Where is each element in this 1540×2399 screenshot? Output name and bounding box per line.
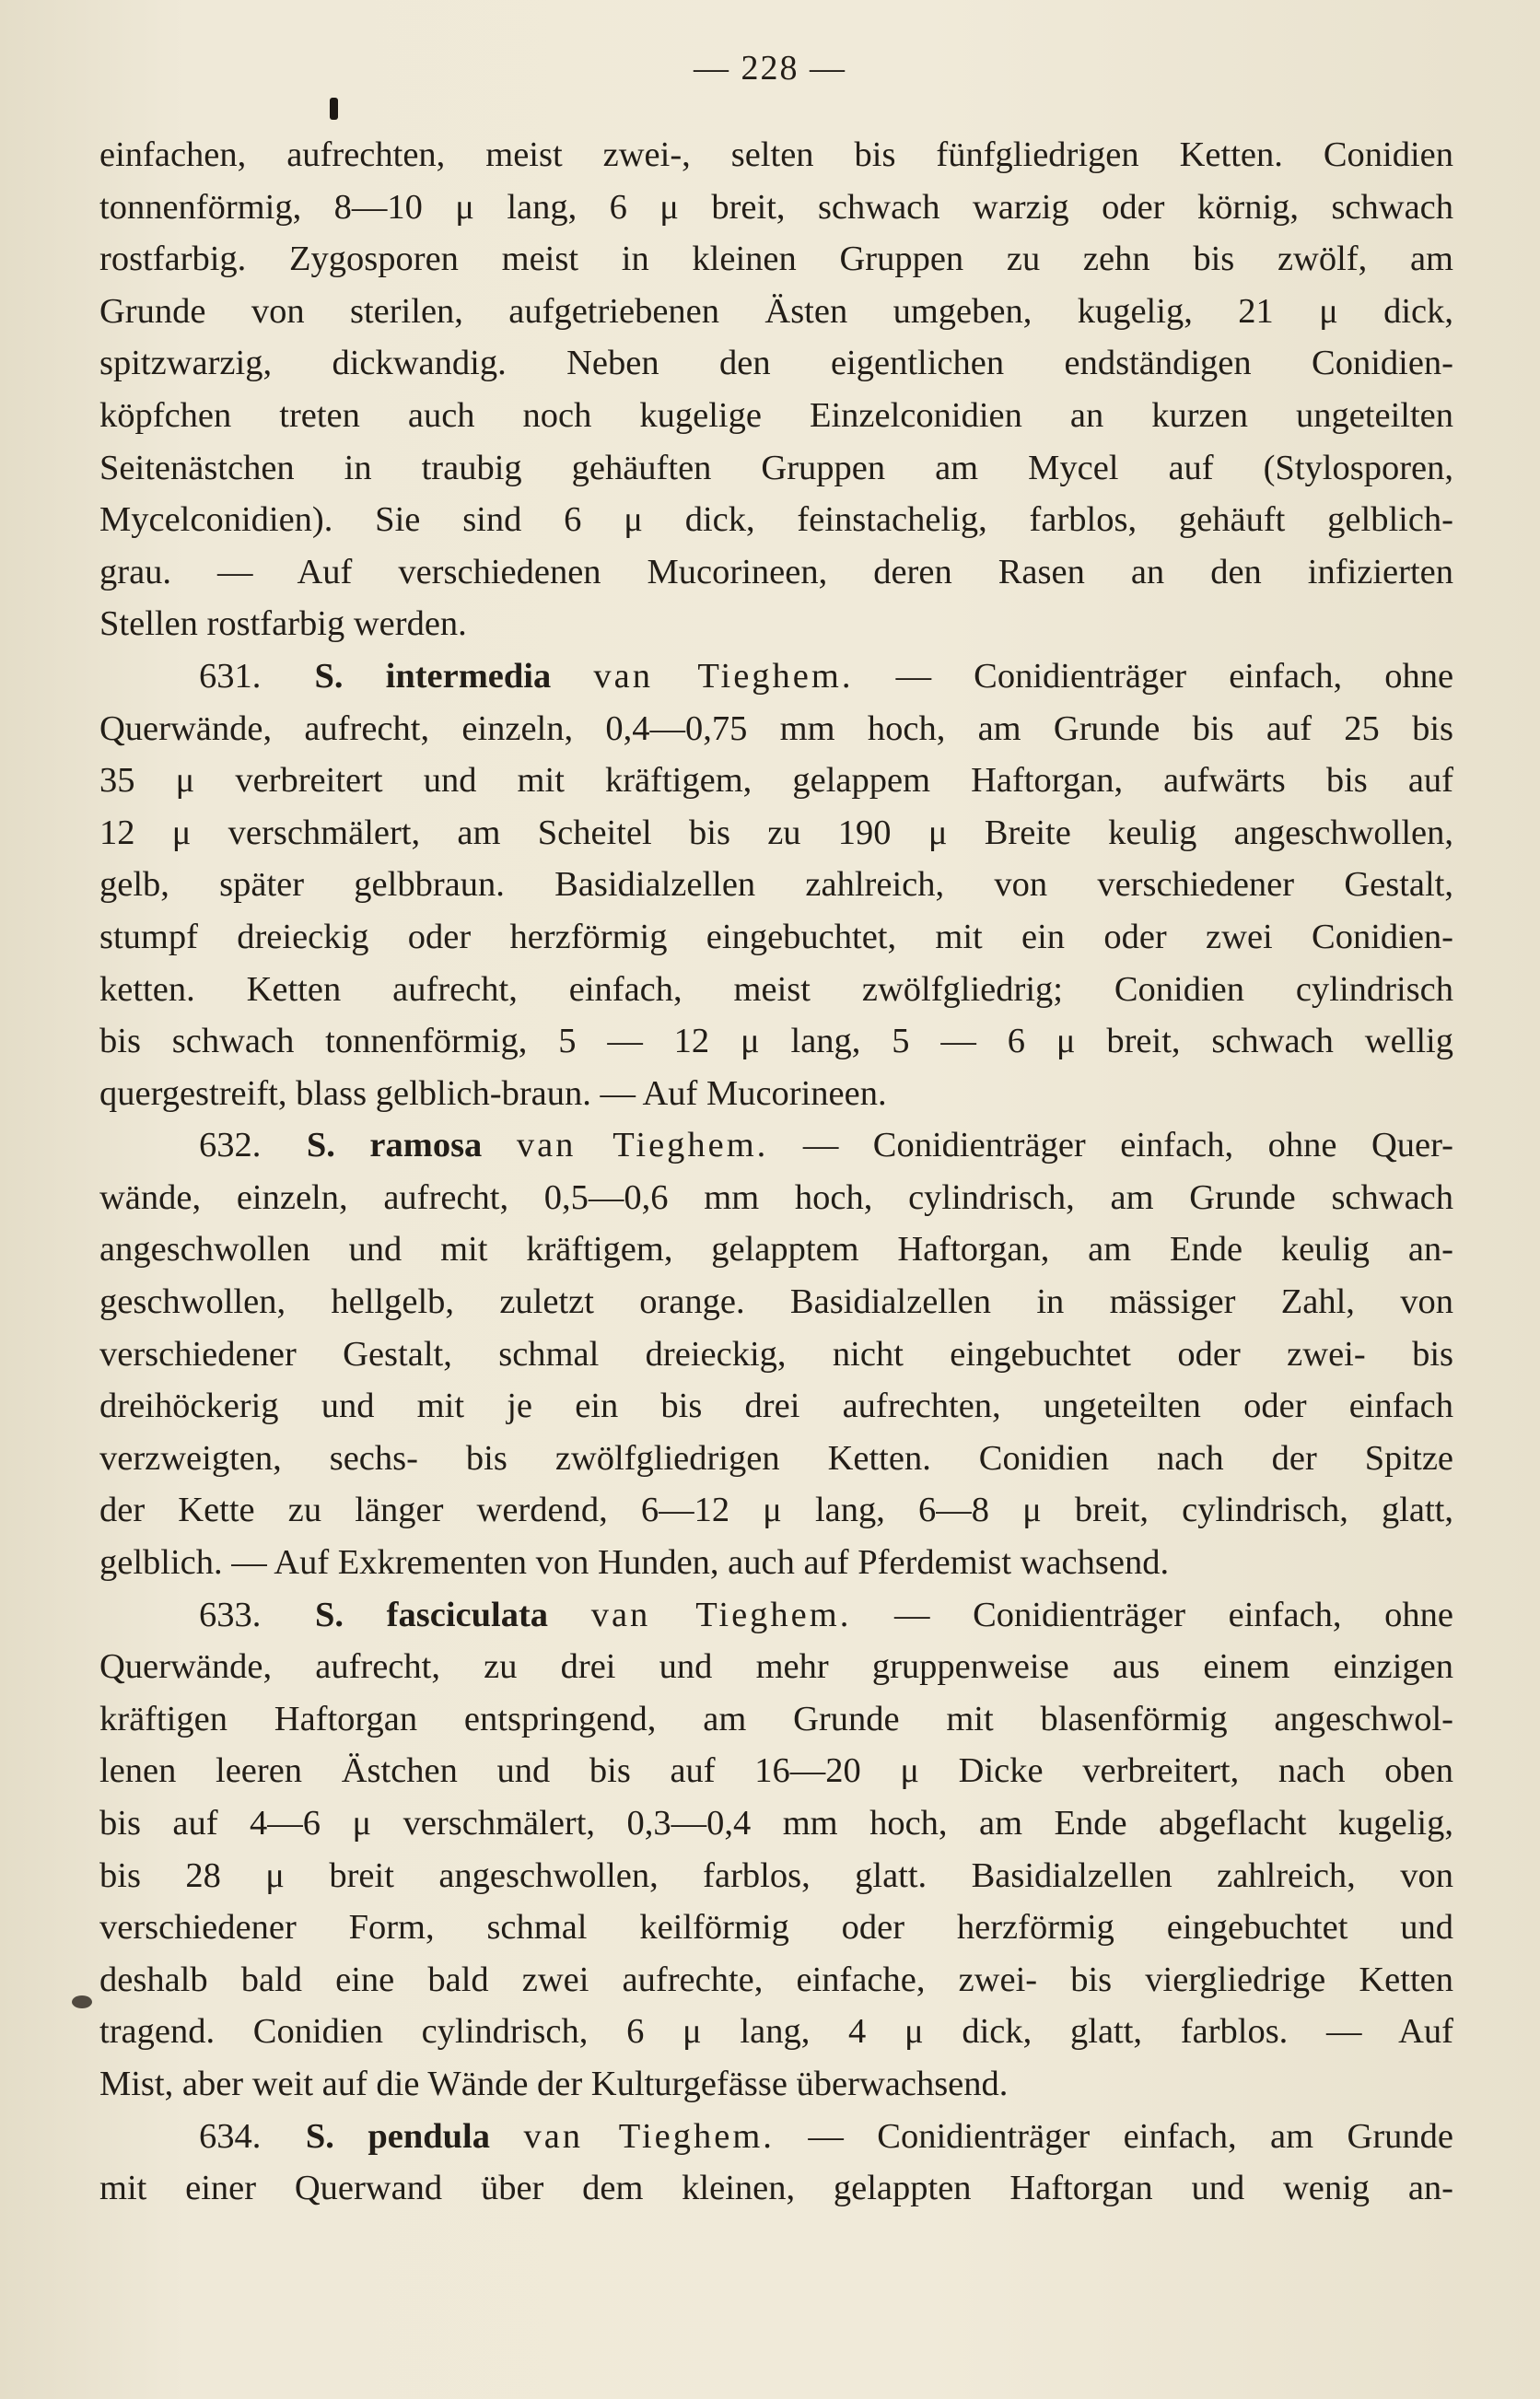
text-line: 12 μ verschmälert, am Scheitel bis zu 190 μ Breite keulig angeschwollen, bbox=[99, 813, 1453, 852]
species-author: van Tieghem. bbox=[593, 656, 854, 696]
text-line: Stellen rostfarbig werden. bbox=[99, 604, 467, 644]
text-line: 35 μ verbreitert und mit kräftigem, gelappem Haftorgan, aufwärts bis auf bbox=[99, 761, 1453, 801]
text-line: deshalb bald eine bald zwei aufrechte, einfache, zwei- bis viergliedrige Ketten bbox=[99, 1960, 1453, 1999]
text-line: einfachen, aufrechten, meist zwei-, selten bis fünfgliedrigen Ketten. Conidien bbox=[99, 135, 1453, 174]
text-line: köpfchen treten auch noch kugelige Einzelconidien an kurzen ungeteilten bbox=[99, 395, 1453, 435]
species-author: van Tieghem. bbox=[516, 1126, 769, 1165]
text-line: tonnenförmig, 8—10 μ lang, 6 μ breit, schwach warzig oder körnig, schwach bbox=[99, 187, 1453, 227]
entry-first-line-text: — Conidienträger einfach, ohne bbox=[893, 1595, 1454, 1634]
species-entry-heading bbox=[99, 2111, 1453, 2163]
entry-number: 632. bbox=[199, 1126, 262, 1165]
text-line: verschiedener Gestalt, schmal dreieckig, nicht eingebuchtet oder zwei- bis bbox=[99, 1334, 1453, 1374]
text-line: angeschwollen und mit kräftigem, gelapptem Haftorgan, am Ende keulig an- bbox=[99, 1230, 1453, 1270]
text-line: dreihöckerig und mit je ein bis drei aufrechten, ungeteilten oder einfach bbox=[99, 1387, 1453, 1426]
text-line: mit einer Querwand über dem kleinen, gelappten Haftorgan und wenig an- bbox=[99, 2169, 1453, 2208]
species-name: S. intermedia bbox=[314, 656, 552, 696]
text-line: kräftigen Haftorgan entspringend, am Grunde mit blasenförmig angeschwol- bbox=[99, 1699, 1453, 1738]
entry-number: 634. bbox=[199, 2116, 262, 2156]
entry-number: 631. bbox=[199, 656, 262, 696]
text-line: Mist, aber weit auf die Wände der Kulturgefässe überwachsend. bbox=[99, 2064, 1009, 2103]
text-line: bis 28 μ breit angeschwollen, farblos, glatt. Basidialzellen zahlreich, von bbox=[99, 1855, 1453, 1895]
species-entry-heading bbox=[99, 1589, 1453, 1642]
text-line: gelb, später gelbbraun. Basidialzellen zahlreich, von verschiedener Gestalt, bbox=[99, 865, 1453, 905]
text-line: verzweigten, sechs- bis zwölfgliedrigen Ketten. Conidien nach der Spitze bbox=[99, 1438, 1453, 1478]
text-line: rostfarbig. Zygosporen meist in kleinen Gruppen zu zehn bis zwölf, am bbox=[99, 240, 1453, 279]
page-number: — 228 — bbox=[694, 49, 846, 88]
text-line: Querwände, aufrecht, einzeln, 0,4—0,75 mm hoch, am Grunde bis auf 25 bis bbox=[99, 708, 1453, 748]
text-line: verschiedener Form, schmal keilförmig oder herzförmig eingebuchtet und bbox=[99, 1908, 1453, 1948]
species-name: S. fasciculata bbox=[315, 1595, 549, 1634]
page-body-text bbox=[99, 129, 1453, 2215]
species-name: S. pendula bbox=[305, 2116, 490, 2156]
text-line: grau. — Auf verschiedenen Mucorineen, deren Rasen an den infizierten bbox=[99, 552, 1453, 591]
text-line: Querwände, aufrecht, zu drei und mehr gruppenweise aus einem einzigen bbox=[99, 1647, 1453, 1687]
species-author: van Tieghem. bbox=[590, 1595, 852, 1634]
text-line: gelblich. — Auf Exkrementen von Hunden, auch auf Pferdemist wachsend. bbox=[99, 1543, 1170, 1583]
text-line: Grunde von sterilen, aufgetriebenen Ästen umgeben, kugelig, 21 μ dick, bbox=[99, 291, 1453, 331]
text-line: bis auf 4—6 μ verschmälert, 0,3—0,4 mm hoch, am Ende abgeflacht kugelig, bbox=[99, 1804, 1453, 1843]
text-line: der Kette zu länger werdend, 6—12 μ lang, 6—8 μ breit, cylindrisch, glatt, bbox=[99, 1491, 1453, 1530]
text-line: ketten. Ketten aufrecht, einfach, meist zwölfgliedrig; Conidien cylindrisch bbox=[99, 969, 1453, 1009]
species-entry-heading bbox=[99, 650, 1453, 703]
text-line: stumpf dreieckig oder herzförmig eingebuchtet, mit ein oder zwei Conidien- bbox=[99, 917, 1453, 956]
species-name: S. ramosa bbox=[306, 1126, 483, 1165]
ink-mark bbox=[330, 98, 338, 120]
entry-first-line-text: — Conidienträger einfach, am Grunde bbox=[808, 2116, 1453, 2156]
text-line: bis schwach tonnenförmig, 5 — 12 μ lang, 5 — 6 μ breit, schwach wellig bbox=[99, 1022, 1453, 1061]
entry-first-line-text: — Conidienträger einfach, ohne bbox=[895, 656, 1454, 696]
species-entry-heading bbox=[99, 1119, 1453, 1172]
entry-first-line-text: — Conidienträger einfach, ohne Quer- bbox=[802, 1126, 1453, 1165]
text-line: lenen leeren Ästchen und bis auf 16—20 μ Dicke verbreitert, nach oben bbox=[99, 1751, 1453, 1791]
text-line: Mycelconidien). Sie sind 6 μ dick, feinstachelig, farblos, gehäuft gelblich- bbox=[99, 500, 1453, 540]
entry-number: 633. bbox=[199, 1595, 262, 1634]
text-line: tragend. Conidien cylindrisch, 6 μ lang, 4 μ dick, glatt, farblos. — Auf bbox=[99, 2012, 1453, 2052]
ink-spot bbox=[72, 1995, 92, 2008]
text-line: spitzwarzig, dickwandig. Neben den eigentlichen endständigen Conidien- bbox=[99, 344, 1453, 383]
species-author: van Tieghem. bbox=[523, 2116, 775, 2156]
text-line: geschwollen, hellgelb, zuletzt orange. Basidialzellen in mässiger Zahl, von bbox=[99, 1282, 1453, 1322]
text-line: quergestreift, blass gelblich-braun. — Auf Mucorineen. bbox=[99, 1073, 887, 1113]
text-line: wände, einzeln, aufrecht, 0,5—0,6 mm hoch, cylindrisch, am Grunde schwach bbox=[99, 1177, 1453, 1217]
text-line: Seitenästchen in traubig gehäuften Gruppen am Mycel auf (Stylosporen, bbox=[99, 448, 1453, 487]
